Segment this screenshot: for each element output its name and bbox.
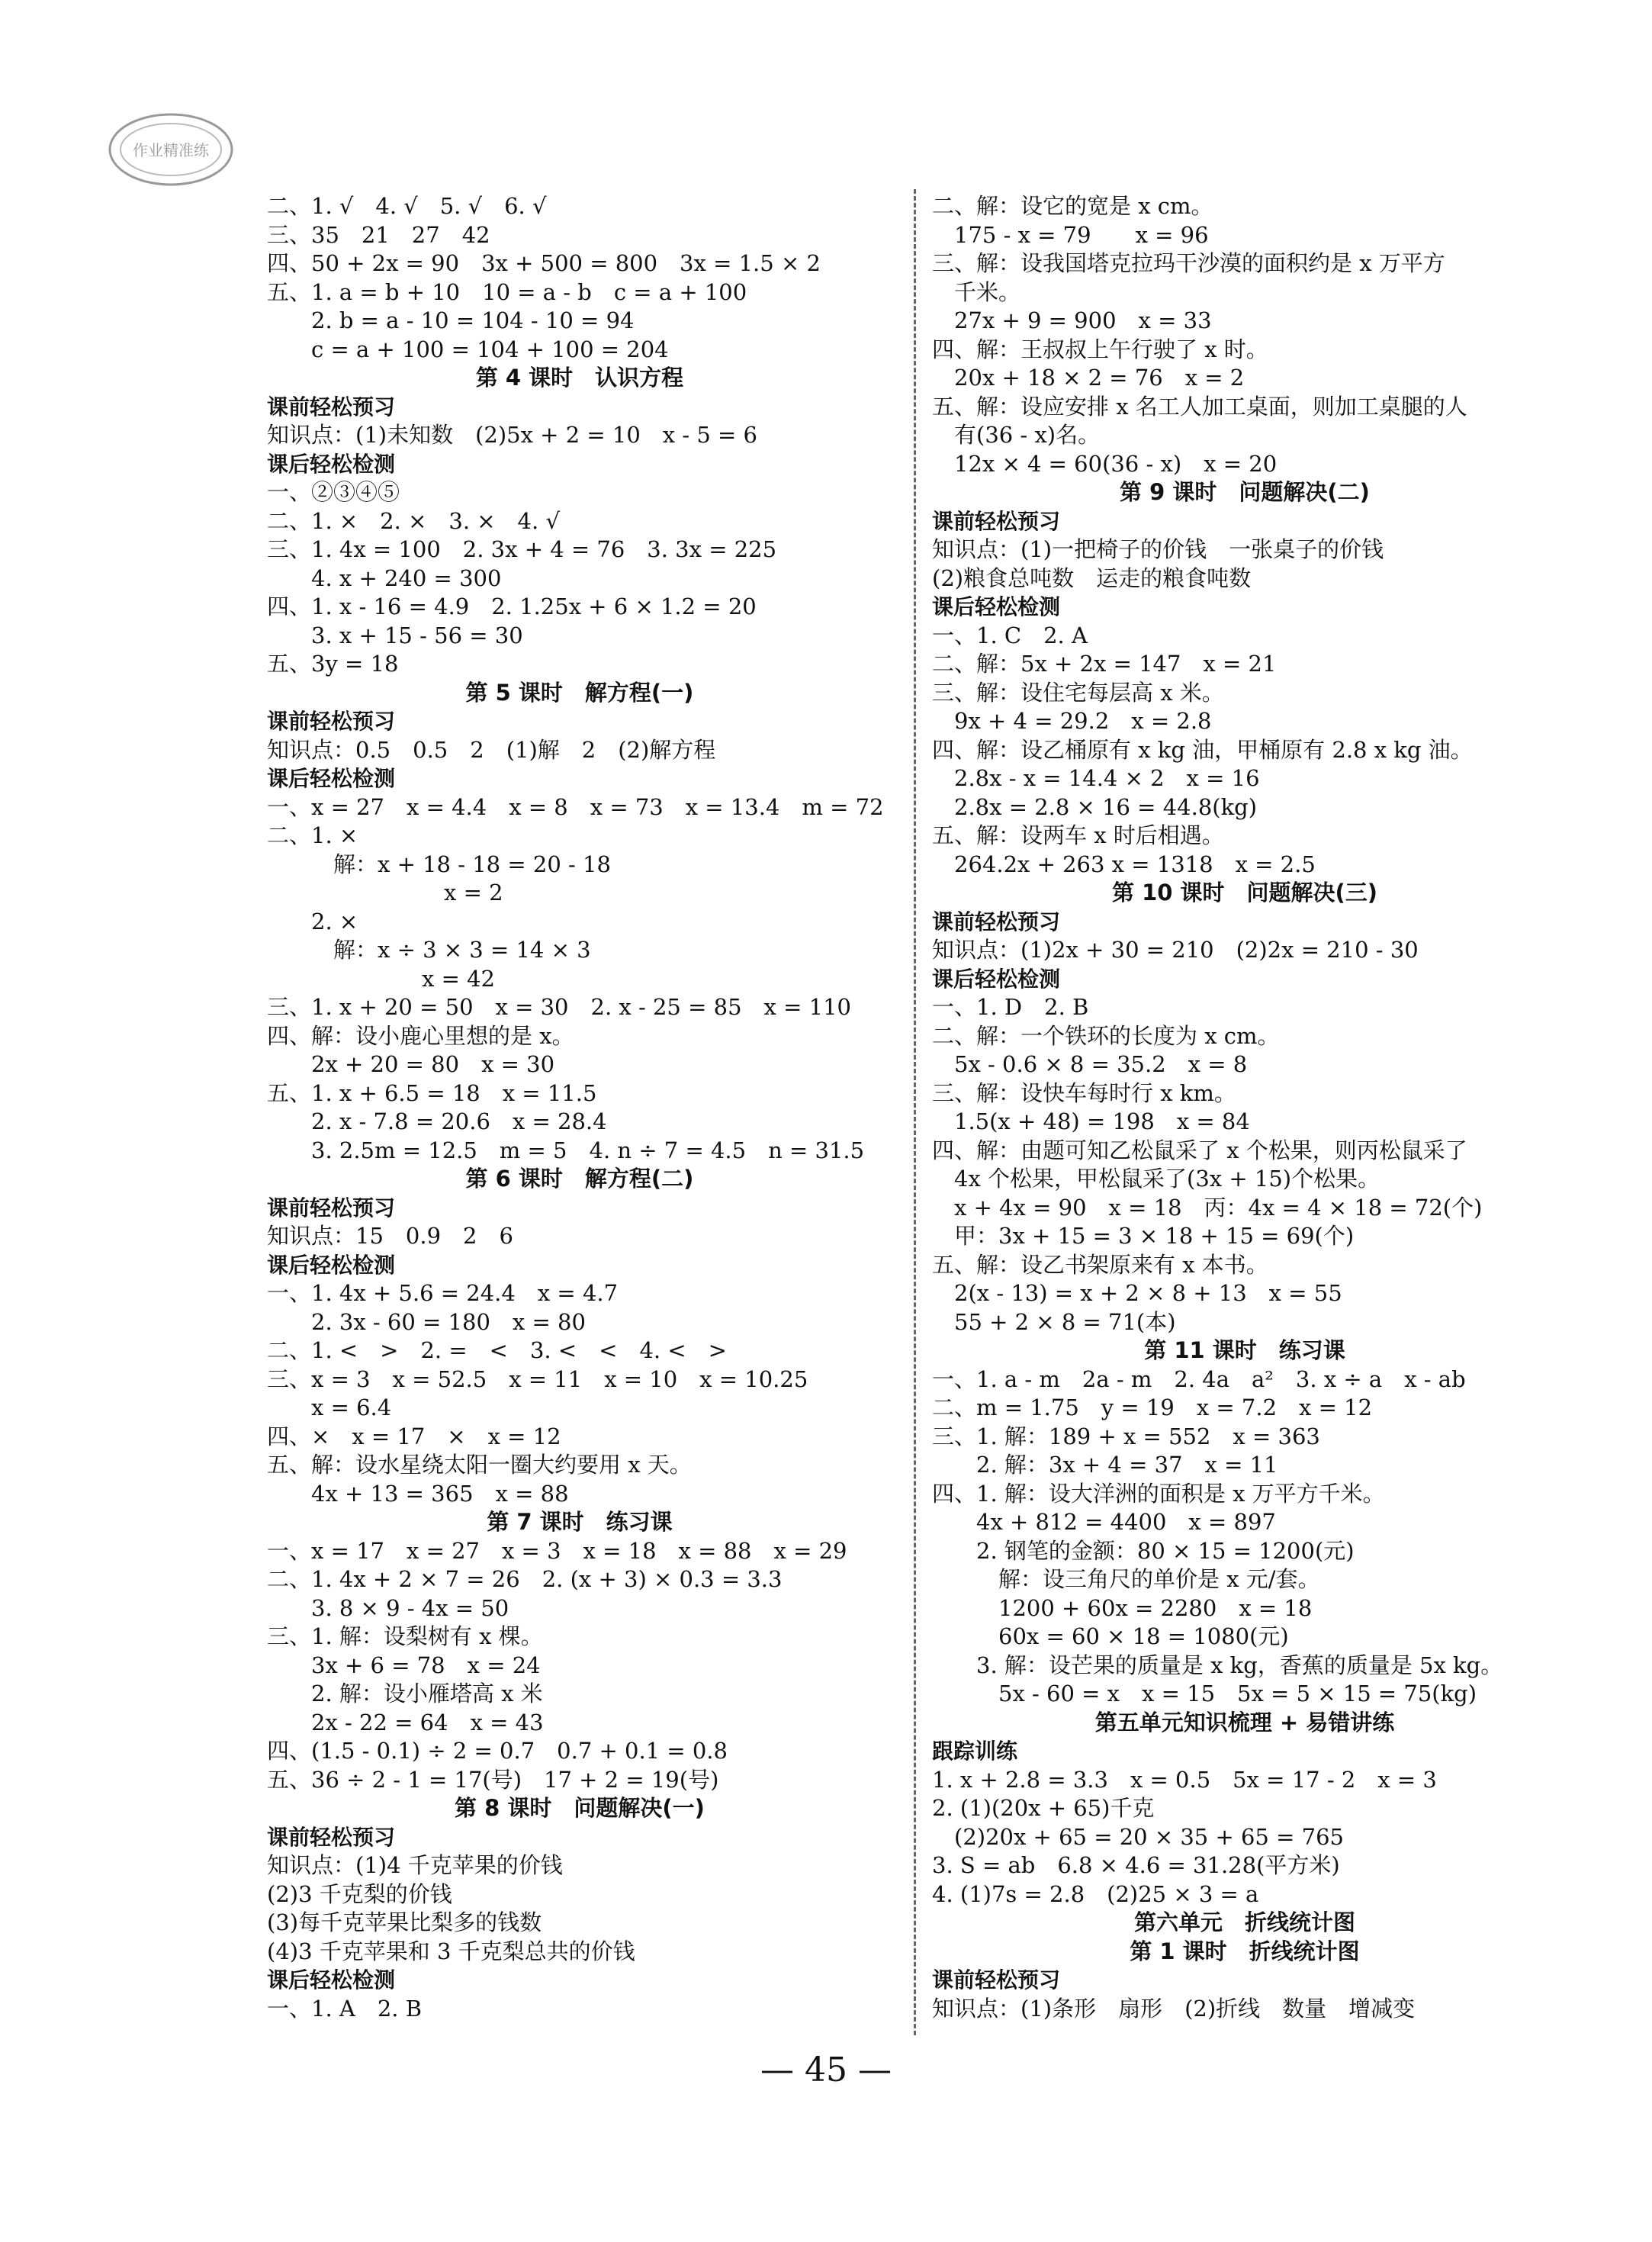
answer-line: 一、1. C 2. A bbox=[932, 622, 1088, 648]
answer-line: 二、1. < > 2. = < 3. < < 4. < > bbox=[267, 1337, 727, 1363]
answer-line: x + 4x = 90 x = 18 丙：4x = 4 × 18 = 72(个) bbox=[932, 1194, 1483, 1221]
logo-stamp bbox=[105, 107, 236, 192]
left-column bbox=[267, 192, 892, 2023]
answer-line: 60x = 60 × 18 = 1080(元) bbox=[932, 1623, 1289, 1649]
subsection-label: 课前轻松预习 bbox=[267, 1195, 396, 1221]
answer-line: 三、x = 3 x = 52.5 x = 11 x = 10 x = 10.25 bbox=[267, 1365, 808, 1392]
section-heading: 第 4 课时 认识方程 bbox=[475, 365, 684, 391]
answer-line: 四、1. 解：设大洋洲的面积是 x 万平方千米。 bbox=[932, 1480, 1385, 1507]
answer-line: 千米。 bbox=[932, 278, 1021, 305]
answer-line: 一、x = 27 x = 4.4 x = 8 x = 73 x = 13.4 m = 72 bbox=[267, 793, 884, 820]
answer-line: 4x + 812 = 4400 x = 897 bbox=[932, 1509, 1276, 1535]
answer-line: 五、解：设水星绕太阳一圈大约要用 x 天。 bbox=[267, 1452, 692, 1478]
answer-line: 知识点：(1)2x + 30 = 210 (2)2x = 210 - 30 bbox=[932, 937, 1419, 963]
answer-line: x = 42 bbox=[267, 965, 495, 992]
section-heading: 第 8 课时 问题解决(一) bbox=[455, 1795, 705, 1821]
answer-line: 四、50 + 2x = 90 3x + 500 = 800 3x = 1.5 × 2 bbox=[267, 250, 821, 276]
section-heading: 第 1 课时 折线统计图 bbox=[1130, 1938, 1360, 1964]
answer-line: 甲：3x + 15 = 3 × 18 + 15 = 69(个) bbox=[932, 1223, 1355, 1249]
answer-line: 解：x ÷ 3 × 3 = 14 × 3 bbox=[267, 937, 591, 963]
answer-line: 12x × 4 = 60(36 - x) x = 20 bbox=[932, 450, 1278, 477]
answer-line: 264.2x + 263 x = 1318 x = 2.5 bbox=[932, 851, 1316, 877]
answer-line: 2. (1)(20x + 65)千克 bbox=[932, 1795, 1155, 1821]
page-number: — 45 — bbox=[760, 2051, 892, 2089]
answer-line: 2. × bbox=[267, 908, 358, 934]
answer-line: 知识点：(1)未知数 (2)5x + 2 = 10 x - 5 = 6 bbox=[267, 422, 758, 448]
subsection-label: 课前轻松预习 bbox=[267, 394, 396, 420]
answer-line: 三、35 21 27 42 bbox=[267, 221, 490, 248]
answer-line: 二、m = 1.75 y = 19 x = 7.2 x = 12 bbox=[932, 1394, 1373, 1420]
answer-line: 2. 3x - 60 = 180 x = 80 bbox=[267, 1308, 586, 1335]
answer-line: 一、1. a - m 2a - m 2. 4a a² 3. x ÷ a x - ab bbox=[932, 1365, 1466, 1392]
answer-line: 一、x = 17 x = 27 x = 3 x = 18 x = 88 x = 29 bbox=[267, 1537, 847, 1564]
answer-line: 一、②③④⑤ bbox=[267, 479, 400, 505]
answer-line: 1. x + 2.8 = 3.3 x = 0.5 5x = 17 - 2 x = 3 bbox=[932, 1766, 1437, 1793]
answer-line: (2)20x + 65 = 20 × 35 + 65 = 765 bbox=[932, 1823, 1344, 1850]
answer-line: 四、1. x - 16 = 4.9 2. 1.25x + 6 × 1.2 = 20 bbox=[267, 593, 757, 619]
answer-line: (2)3 千克梨的价钱 bbox=[267, 1880, 452, 1907]
answer-line: 2x - 22 = 64 x = 43 bbox=[267, 1709, 544, 1735]
answer-line: 4x 个松果，甲松鼠采了(3x + 15)个松果。 bbox=[932, 1166, 1380, 1192]
answer-line: 三、解：设住宅每层高 x 米。 bbox=[932, 679, 1224, 706]
answer-line: 解：设三角尺的单价是 x 元/套。 bbox=[932, 1566, 1320, 1592]
answer-line: 知识点：(1)一把椅子的价钱 一张桌子的价钱 bbox=[932, 536, 1384, 562]
svg-text:作业精准练: 作业精准练 bbox=[133, 141, 209, 159]
right-column bbox=[932, 192, 1557, 2023]
answer-line: 有(36 - x)名。 bbox=[932, 422, 1101, 448]
section-heading: 第六单元 折线统计图 bbox=[1133, 1909, 1355, 1935]
answer-line: 三、1. 4x = 100 2. 3x + 4 = 76 3. 3x = 225 bbox=[267, 536, 777, 562]
answer-line: 一、1. D 2. B bbox=[932, 994, 1089, 1020]
answer-line: 3. 2.5m = 12.5 m = 5 4. n ÷ 7 = 4.5 n = 31.5 bbox=[267, 1137, 865, 1163]
answer-line: 2. b = a - 10 = 104 - 10 = 94 bbox=[267, 307, 635, 333]
answer-line: 二、1. 4x + 2 × 7 = 26 2. (x + 3) × 0.3 = 3.3 bbox=[267, 1566, 783, 1592]
answer-line: 4. (1)7s = 2.8 (2)25 × 3 = a bbox=[932, 1880, 1259, 1907]
answer-line: 3. 8 × 9 - 4x = 50 bbox=[267, 1594, 509, 1621]
answer-line: 四、解：由题可知乙松鼠采了 x 个松果，则丙松鼠采了 bbox=[932, 1137, 1467, 1163]
answer-line: 一、1. 4x + 5.6 = 24.4 x = 4.7 bbox=[267, 1280, 619, 1306]
section-heading: 第 10 课时 问题解决(三) bbox=[1111, 880, 1378, 905]
answer-line: 二、解：5x + 2x = 147 x = 21 bbox=[932, 651, 1277, 677]
answer-line: 三、1. 解：设梨树有 x 棵。 bbox=[267, 1623, 543, 1649]
answer-line: 3. 解：设芒果的质量是 x kg，香蕉的质量是 5x kg。 bbox=[932, 1652, 1503, 1678]
subsection-label: 跟踪训练 bbox=[932, 1739, 1018, 1764]
answer-line: 知识点：(1)条形 扇形 (2)折线 数量 增减变 bbox=[932, 1995, 1416, 2022]
answer-line: (2)粮食总吨数 运走的粮食吨数 bbox=[932, 565, 1252, 591]
answer-line: 1200 + 60x = 2280 x = 18 bbox=[932, 1594, 1313, 1621]
answer-line: 五、1. x + 6.5 = 18 x = 11.5 bbox=[267, 1079, 597, 1106]
answer-line: 55 + 2 × 8 = 71(本) bbox=[932, 1308, 1176, 1335]
answer-line: 20x + 18 × 2 = 76 x = 2 bbox=[932, 365, 1245, 391]
answer-line: 三、解：设快车每时行 x km。 bbox=[932, 1079, 1236, 1106]
subsection-label: 课后轻松检测 bbox=[267, 451, 396, 477]
section-heading: 第 6 课时 解方程(二) bbox=[465, 1166, 694, 1192]
answer-line: 知识点：(1)4 千克苹果的价钱 bbox=[267, 1852, 563, 1878]
subsection-label: 课后轻松检测 bbox=[267, 1967, 396, 1993]
answer-line: 5x - 0.6 × 8 = 35.2 x = 8 bbox=[932, 1051, 1248, 1077]
answer-line: 3. x + 15 - 56 = 30 bbox=[267, 622, 523, 648]
answer-line: 知识点：15 0.9 2 6 bbox=[267, 1223, 513, 1249]
answer-line: 四、× x = 17 × x = 12 bbox=[267, 1423, 561, 1449]
answer-line: 2. 解：3x + 4 = 37 x = 11 bbox=[932, 1452, 1278, 1478]
answer-line: x = 6.4 bbox=[267, 1394, 392, 1420]
answer-line: 9x + 4 = 29.2 x = 2.8 bbox=[932, 708, 1212, 734]
subsection-label: 课前轻松预习 bbox=[932, 1967, 1061, 1993]
section-heading: 第 11 课时 练习课 bbox=[1144, 1337, 1345, 1363]
column-divider bbox=[914, 189, 916, 2035]
subsection-label: 课前轻松预习 bbox=[267, 1824, 396, 1850]
answer-line: 2.8x - x = 14.4 × 2 x = 16 bbox=[932, 765, 1260, 791]
answer-line: 四、解：王叔叔上午行驶了 x 时。 bbox=[932, 336, 1268, 362]
answer-line: 三、1. 解：189 + x = 552 x = 363 bbox=[932, 1423, 1320, 1449]
answer-line: 五、3y = 18 bbox=[267, 651, 399, 677]
answer-line: (3)每千克苹果比梨多的钱数 bbox=[267, 1909, 542, 1935]
answer-line: c = a + 100 = 104 + 100 = 204 bbox=[267, 336, 669, 362]
answer-line: 1.5(x + 48) = 198 x = 84 bbox=[932, 1108, 1250, 1134]
subsection-label: 课后轻松检测 bbox=[267, 1252, 396, 1278]
answer-line: 二、1. × 2. × 3. × 4. √ bbox=[267, 507, 560, 534]
subsection-label: 课前轻松预习 bbox=[932, 909, 1061, 934]
answer-line: 3. S = ab 6.8 × 4.6 = 31.28(平方米) bbox=[932, 1852, 1340, 1878]
answer-line: 2. 钢笔的金额：80 × 15 = 1200(元) bbox=[932, 1537, 1355, 1564]
answer-line: 四、解：设小鹿心里想的是 x。 bbox=[267, 1022, 574, 1049]
answer-line: 4x + 13 = 365 x = 88 bbox=[267, 1480, 569, 1507]
answer-line: 2.8x = 2.8 × 16 = 44.8(kg) bbox=[932, 793, 1258, 820]
answer-line: 2(x - 13) = x + 2 × 8 + 13 x = 55 bbox=[932, 1280, 1342, 1306]
answer-line: 五、解：设乙书架原来有 x 本书。 bbox=[932, 1251, 1268, 1278]
answer-line: 二、解：设它的宽是 x cm。 bbox=[932, 193, 1213, 219]
answer-line: 三、解：设我国塔克拉玛干沙漠的面积约是 x 万平方 bbox=[932, 250, 1445, 276]
answer-line: 2. x - 7.8 = 20.6 x = 28.4 bbox=[267, 1108, 607, 1134]
answer-line: 三、1. x + 20 = 50 x = 30 2. x - 25 = 85 x = 110 bbox=[267, 994, 851, 1020]
answer-line: 四、解：设乙桶原有 x kg 油，甲桶原有 2.8 x kg 油。 bbox=[932, 736, 1473, 763]
subsection-label: 课前轻松预习 bbox=[932, 508, 1061, 534]
answer-line: 知识点：0.5 0.5 2 (1)解 2 (2)解方程 bbox=[267, 736, 716, 763]
answer-line: 五、36 ÷ 2 - 1 = 17(号) 17 + 2 = 19(号) bbox=[267, 1766, 719, 1793]
answer-line: 175 - x = 79 x = 96 bbox=[932, 221, 1209, 248]
section-heading: 第 9 课时 问题解决(二) bbox=[1120, 479, 1370, 505]
answer-line: (4)3 千克苹果和 3 千克梨总共的价钱 bbox=[267, 1938, 635, 1964]
answer-line: 一、1. A 2. B bbox=[267, 1995, 423, 2022]
answer-line: 4. x + 240 = 300 bbox=[267, 565, 502, 591]
section-heading: 第 7 课时 练习课 bbox=[487, 1509, 673, 1535]
answer-line: 二、1. √ 4. √ 5. √ 6. √ bbox=[267, 193, 547, 219]
logo-icon bbox=[105, 107, 236, 192]
answer-line: 五、解：设应安排 x 名工人加工桌面，则加工桌腿的人 bbox=[932, 393, 1467, 420]
section-heading: 第 5 课时 解方程(一) bbox=[465, 679, 694, 706]
answer-line: 2x + 20 = 80 x = 30 bbox=[267, 1051, 555, 1077]
answer-line: 27x + 9 = 900 x = 33 bbox=[932, 307, 1212, 333]
answer-line: 3x + 6 = 78 x = 24 bbox=[267, 1652, 541, 1678]
answer-line: 五、1. a = b + 10 10 = a - b c = a + 100 bbox=[267, 278, 747, 305]
answer-line: 四、(1.5 - 0.1) ÷ 2 = 0.7 0.7 + 0.1 = 0.8 bbox=[267, 1738, 728, 1764]
subsection-label: 课后轻松检测 bbox=[932, 966, 1061, 992]
subsection-label: 课后轻松检测 bbox=[932, 594, 1061, 619]
answer-line: x = 2 bbox=[267, 880, 503, 905]
answer-line: 2. 解：设小雁塔高 x 米 bbox=[267, 1681, 543, 1706]
answer-line: 5x - 60 = x x = 15 5x = 5 × 15 = 75(kg) bbox=[932, 1681, 1477, 1706]
answer-line: 五、解：设两车 x 时后相遇。 bbox=[932, 822, 1224, 848]
answer-line: 二、1. × bbox=[267, 822, 358, 848]
section-heading: 第五单元知识梳理 + 易错讲练 bbox=[1094, 1709, 1395, 1735]
answer-line: 二、解：一个铁环的长度为 x cm。 bbox=[932, 1022, 1280, 1049]
answer-line: 解：x + 18 - 18 = 20 - 18 bbox=[267, 851, 611, 877]
subsection-label: 课后轻松检测 bbox=[267, 766, 396, 791]
subsection-label: 课前轻松预习 bbox=[267, 709, 396, 734]
